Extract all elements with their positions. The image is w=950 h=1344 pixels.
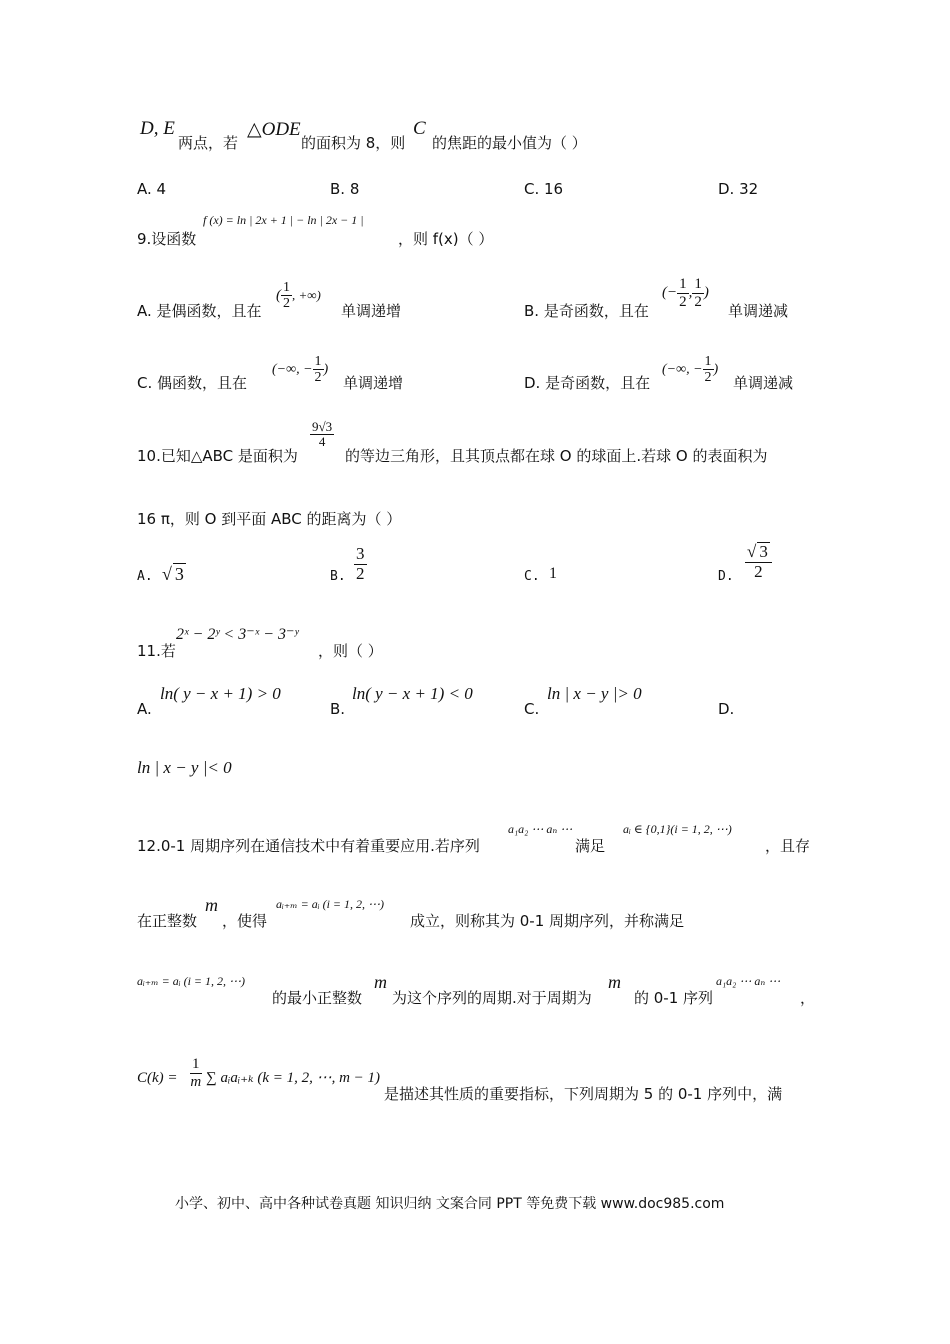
q10-line2: 16 π，则 O 到平面 ABC 的距离为（ ） bbox=[137, 510, 402, 528]
q9-suffix: ，则 f(x)（ ） bbox=[398, 230, 494, 248]
q9-option-b-text: B. 是奇函数，且在 bbox=[524, 302, 649, 320]
q12-line2-tail: 成立，则称其为 0-1 周期序列，并称满足 bbox=[410, 912, 685, 930]
q10-option-a-value: √ 3 bbox=[162, 564, 184, 584]
q9-prefix: 9.设函数 bbox=[137, 230, 197, 248]
q10-option-d-value: $\frac{√ 3}{2}$ bbox=[745, 542, 772, 581]
q12-period-equation: aᵢ₊ₘ = aᵢ (i = 1, 2, ⋯) bbox=[276, 897, 385, 911]
q12-line1-tail: ，且存 bbox=[765, 837, 811, 855]
q9-function-formula: f (x) = ln | 2x + 1 | − ln | 2x − 1 | bbox=[203, 213, 364, 227]
q12-condition: aᵢ ∈ {0,1}(i = 1, 2, ⋯) bbox=[623, 822, 732, 836]
q8-points-de: D, E bbox=[140, 118, 175, 139]
q10-prefix: 10.已知△ABC 是面积为 bbox=[137, 447, 298, 465]
q8-triangle-ode: △ODE bbox=[247, 119, 301, 140]
q12-sequence: a₁a₂ ⋯ aₙ ⋯ bbox=[508, 822, 573, 836]
q8-ellipse-c: C bbox=[413, 118, 426, 139]
q12-line2-mid: ，使得 bbox=[222, 912, 268, 930]
q11-option-c-label: C. bbox=[524, 700, 540, 718]
q11-inequality: 2ˣ − 2ʸ < 3⁻ˣ − 3⁻ʸ bbox=[176, 626, 299, 643]
q9-option-d-tail: 单调递减 bbox=[733, 374, 794, 392]
q12-satisfy: 满足 bbox=[575, 837, 606, 855]
q10-option-d-label: D. bbox=[718, 569, 734, 584]
q12-m-3: m bbox=[608, 972, 621, 992]
q8-option-a: A. 4 bbox=[137, 180, 167, 198]
q12-ck-fraction: $\frac{1}{m}$ bbox=[190, 1056, 202, 1090]
q9-option-d-interval: (−∞, − $\frac{1}{2}$ ) bbox=[662, 354, 719, 386]
q11-prefix: 11.若 bbox=[137, 642, 176, 660]
q9-option-a-text: A. 是偶函数，且在 bbox=[137, 302, 262, 320]
q10-area-fraction: $\frac{9√3}{4}$ bbox=[312, 419, 333, 450]
q10-option-b-label: B. bbox=[330, 569, 346, 584]
q11-option-d-formula: ln | x − y |< 0 bbox=[137, 758, 232, 777]
q12-m-1: m bbox=[205, 895, 218, 915]
q9-option-c-tail: 单调递增 bbox=[343, 374, 404, 392]
q11-option-b-label: B. bbox=[330, 700, 346, 718]
page-footer: 小学、初中、高中各种试卷真题 知识归纳 文案合同 PPT 等免费下载 www.doc985.com bbox=[175, 1196, 725, 1212]
q10-option-b-value: $\frac{3}{2}$ bbox=[356, 544, 365, 583]
q12-line3-comma: ， bbox=[800, 989, 816, 1007]
q11-suffix: ，则（ ） bbox=[318, 642, 383, 660]
q9-option-b-interval: (− $\frac{1}{2}$ , $\frac{1}{2}$ ) bbox=[662, 276, 709, 310]
q10-middle: 的等边三角形，且其顶点都在球 O 的球面上.若球 O 的表面积为 bbox=[345, 447, 768, 465]
q11-option-c-formula: ln | x − y |> 0 bbox=[547, 684, 642, 703]
q12-line2-prefix: 在正整数 bbox=[137, 912, 198, 930]
q9-option-a-interval: ( $\frac{1}{2}$ , +∞) bbox=[276, 280, 321, 312]
q8-text-2: 的面积为 8，则 bbox=[301, 134, 406, 152]
q11-option-d-label: D. bbox=[718, 700, 735, 718]
q12-line3-text-3: 的 0-1 序列 bbox=[634, 989, 714, 1007]
q8-option-b: B. 8 bbox=[330, 180, 360, 198]
q12-ck-sum: ∑ aᵢaᵢ₊ₖ (k = 1, 2, ⋯, m − 1) bbox=[206, 1070, 381, 1086]
q11-option-a-formula: ln( y − x + 1) > 0 bbox=[160, 684, 281, 703]
q12-line3-text-2: 为这个序列的周期.对于周期为 bbox=[392, 989, 592, 1007]
q12-line3-sequence: a₁a₂ ⋯ aₙ ⋯ bbox=[716, 974, 781, 988]
q8-option-c: C. 16 bbox=[524, 180, 564, 198]
q8-text-1: 两点，若 bbox=[178, 134, 239, 152]
q12-line1-prefix: 12.0-1 周期序列在通信技术中有着重要应用.若序列 bbox=[137, 837, 480, 855]
q9-option-b-tail: 单调递减 bbox=[728, 302, 789, 320]
q12-line3-equation: aᵢ₊ₘ = aᵢ (i = 1, 2, ⋯) bbox=[137, 974, 246, 988]
q12-line4-tail: 是描述其性质的重要指标，下列周期为 5 的 0-1 序列中，满 bbox=[384, 1085, 783, 1103]
q10-option-c-value: 1 bbox=[549, 565, 557, 582]
q8-text-3: 的焦距的最小值为（ ） bbox=[432, 134, 587, 152]
q11-option-b-formula: ln( y − x + 1) < 0 bbox=[352, 684, 473, 703]
q8-option-d: D. 32 bbox=[718, 180, 759, 198]
q9-option-d-text: D. 是奇函数，且在 bbox=[524, 374, 651, 392]
q11-option-a-label: A. bbox=[137, 700, 152, 718]
q10-option-c-label: C. bbox=[524, 569, 540, 584]
q9-option-c-text: C. 偶函数，且在 bbox=[137, 374, 248, 392]
q12-line3-text-1: 的最小正整数 bbox=[272, 989, 363, 1007]
q12-m-2: m bbox=[374, 972, 387, 992]
q9-option-c-interval: (−∞, − $\frac{1}{2}$ ) bbox=[272, 354, 329, 386]
q9-option-a-tail: 单调递增 bbox=[341, 302, 402, 320]
q12-ck-lhs: C(k) = bbox=[137, 1070, 178, 1086]
q10-option-a-label: A. bbox=[137, 569, 153, 584]
